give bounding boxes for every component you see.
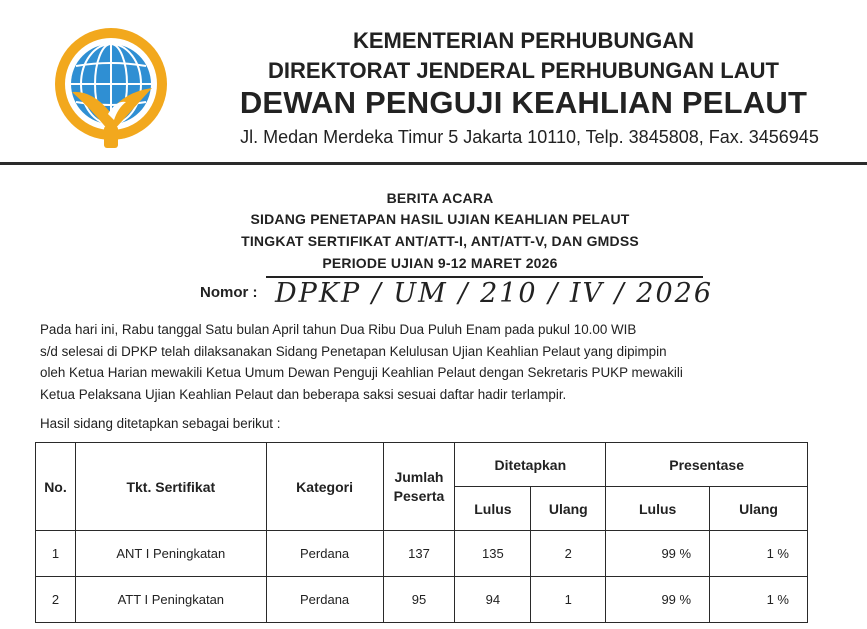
ministry-name: KEMENTERIAN PERHUBUNGAN: [352, 28, 694, 53]
doc-subtitle-1: SIDANG PENETAPAN HASIL UJIAN KEAHLIAN PELAUT: [250, 211, 630, 227]
col-jumlah-line1: Jumlah: [394, 468, 444, 485]
col-no: No.: [36, 443, 76, 531]
hasil-intro: Hasil sidang ditetapkan sebagai berikut :: [40, 416, 281, 431]
col-pct-lulus: Lulus: [606, 487, 710, 531]
cell-jumlah: 137: [383, 531, 455, 577]
col-lulus: Lulus: [455, 487, 531, 531]
cell-ulang: 2: [531, 531, 606, 577]
doc-subtitle-2: TINGKAT SERTIFIKAT ANT/ATT-I, ANT/ATT-V, DAN GMDSS: [241, 233, 639, 249]
body-paragraph: [40, 319, 840, 405]
cell-no: 1: [36, 531, 76, 577]
cell-kategori: Perdana: [266, 531, 383, 577]
address-line: Jl. Medan Merdeka Timur 5 Jakarta 10110, Telp. 3845808, Fax. 3456945: [240, 127, 819, 147]
ministry-logo: [52, 22, 170, 150]
cell-pct-lulus: 99 %: [606, 577, 710, 623]
paragraph-line: oleh Ketua Harian mewakili Ketua Umum Dewan Penguji Keahlian Pelaut dengan Sekretaris PUKP mewakili: [40, 365, 683, 380]
header-divider: [0, 162, 867, 165]
col-pct-ulang: Ulang: [710, 487, 808, 531]
col-presentase: Presentase: [606, 443, 808, 487]
board-name: DEWAN PENGUJI KEAHLIAN PELAUT: [239, 85, 808, 120]
doc-period: PERIODE UJIAN 9-12 MARET 2026: [322, 255, 558, 271]
table-header-row: [36, 443, 808, 487]
cell-ulang: 1: [531, 577, 606, 623]
col-kategori: Kategori: [266, 443, 383, 531]
col-ditetapkan: Ditetapkan: [455, 443, 606, 487]
cell-sertifikat: ATT I Peningkatan: [75, 577, 266, 623]
col-ulang: Ulang: [531, 487, 606, 531]
cell-jumlah: 95: [383, 577, 455, 623]
cell-kategori: Perdana: [266, 577, 383, 623]
directorate-name: DIREKTORAT JENDERAL PERHUBUNGAN LAUT: [268, 58, 779, 83]
cell-pct-lulus: 99 %: [606, 531, 710, 577]
doc-title: BERITA ACARA: [386, 190, 494, 206]
col-jumlah-peserta: [383, 443, 455, 531]
col-sertifikat: Tkt. Sertifikat: [75, 443, 266, 531]
cell-lulus: 94: [455, 577, 531, 623]
paragraph-line: Ketua Pelaksana Ujian Keahlian Pelaut dan beberapa saksi sesuai daftar hadir terlampir.: [40, 386, 567, 402]
table-row: [36, 531, 808, 577]
paragraph-line: s/d selesai di DPKP telah dilaksanakan Sidang Penetapan Kelulusan Ujian Keahlian Pelaut yang dipimpin: [40, 343, 667, 359]
paragraph-line: Pada hari ini, Rabu tanggal Satu bulan April tahun Dua Ribu Dua Puluh Enam pada pukul 10.00 WIB: [40, 322, 637, 337]
col-jumlah-line2: Peserta: [393, 487, 445, 504]
cell-lulus: 135: [455, 531, 531, 577]
results-table: [35, 442, 808, 623]
cell-pct-ulang: 1 %: [710, 577, 808, 623]
cell-no: 2: [36, 577, 76, 623]
nomor-handwritten: DPKP / UM / 210 / IV / 2026: [275, 278, 714, 309]
nomor-label: Nomor :: [200, 284, 258, 301]
table-row: [36, 577, 808, 623]
cell-sertifikat: ANT I Peningkatan: [75, 531, 266, 577]
cell-pct-ulang: 1 %: [710, 531, 808, 577]
